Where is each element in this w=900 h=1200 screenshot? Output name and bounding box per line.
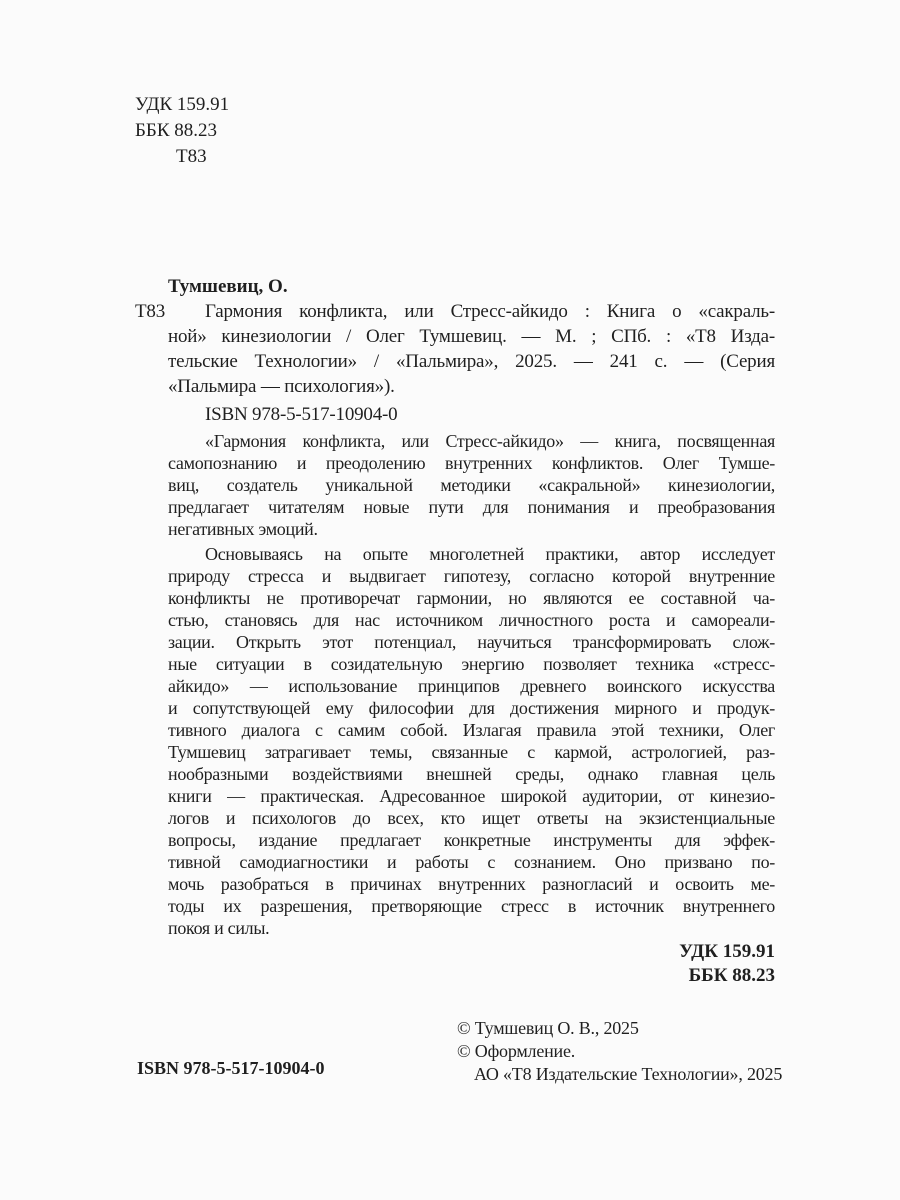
- udk-index-bottom: УДК 159.91: [679, 941, 775, 962]
- text-line: тивного диалога с самим собой. Излагая правила этой техники, Олег: [168, 720, 775, 740]
- bibliographic-entry-lines: [168, 299, 775, 399]
- bibliographic-entry: [135, 299, 775, 399]
- text-line: айкидо» — использование принципов древнего воинского искусства: [168, 676, 775, 696]
- text-line: негативных эмоций.: [168, 519, 318, 539]
- text-line: тивной самодиагностики и работы с сознанием. Оно призвано по-: [168, 852, 775, 872]
- text-line: ной» кинезиологии / Олег Тумшевиц. — М. ; СПб. : «Т8 Изда-: [168, 326, 775, 347]
- text-line: АО «Т8 Издательские Технологии», 2025: [474, 1064, 783, 1084]
- text-line: © Оформление.: [457, 1041, 576, 1061]
- isbn-line: ISBN 978-5-517-10904-0: [205, 404, 398, 425]
- text-line: и сопутствующей ему философии для достижения мирного и продук-: [168, 698, 775, 718]
- bbk-index: ББК 88.23: [135, 120, 217, 141]
- text-line: тоды их разрешения, претворяющие стресс в источник внутреннего: [168, 896, 775, 916]
- text-line: зации. Открыть этот потенциал, научиться трансформировать слож-: [168, 632, 775, 652]
- text-line: тельские Технологии» / «Пальмира», 2025. — 241 с. — (Серия: [168, 351, 775, 372]
- text-line: нообразными воздействиями внешней среды, однако главная цель: [168, 764, 775, 784]
- text-line: природу стресса и выдвигает гипотезу, согласно которой внутренние: [168, 566, 775, 586]
- text-line: книги — практическая. Адресованное широкой аудитории, от кинезио-: [168, 786, 775, 806]
- text-line: виц, создатель уникальной методики «сакральной» кинезиологии,: [168, 475, 775, 495]
- top-classification-block: [135, 92, 229, 170]
- author-heading: Тумшевиц, О.: [168, 276, 288, 297]
- udk-index: УДК 159.91: [135, 94, 230, 115]
- text-line: конфликты не противоречат гармонии, но являются ее составной ча-: [168, 588, 775, 608]
- isbn-bottom: ISBN 978-5-517-10904-0: [137, 1058, 325, 1078]
- text-line: © Тумшевиц О. В., 2025: [457, 1018, 639, 1038]
- annotation-paragraph-1: [168, 430, 775, 540]
- text-line: Основываясь на опыте многолетней практики, автор исследует: [205, 544, 775, 564]
- text-line: самопознанию и преодолению внутренних конфликтов. Олег Тумше-: [168, 453, 775, 473]
- author-sign: Т83: [176, 146, 207, 167]
- annotation-paragraph-2: [168, 543, 775, 939]
- bottom-classification-block: [679, 940, 775, 988]
- catalog-card: [135, 274, 775, 399]
- text-line: ные ситуации в созидательную энергию позволяет техника «стресс-: [168, 654, 775, 674]
- bbk-index-bottom: ББК 88.23: [688, 965, 775, 986]
- text-line: логов и психологов до всех, кто ищет ответы на экзистенциальные: [168, 808, 775, 828]
- text-line: «Пальмира — психология»).: [168, 376, 395, 397]
- copyright-block: [457, 1017, 782, 1086]
- text-line: вопросы, издание предлагает конкретные инструменты для эффек-: [168, 830, 775, 850]
- text-line: покоя и силы.: [168, 918, 270, 938]
- entry-author-sign: Т83: [135, 301, 166, 322]
- text-line: стью, становясь для нас источником личностного роста и самореали-: [168, 610, 775, 630]
- text-line: Тумшевиц затрагивает темы, связанные с кармой, астрологией, раз-: [168, 742, 775, 762]
- text-line: «Гармония конфликта, или Стресс-айкидо» — книга, посвященная: [205, 431, 775, 451]
- text-line: мочь разобраться в причинах внутренних разногласий и освоить ме-: [168, 874, 775, 894]
- text-line: предлагает читателям новые пути для понимания и преобразования: [168, 497, 775, 517]
- text-line: Гармония конфликта, или Стресс-айкидо : Книга о «сакраль-: [205, 301, 775, 322]
